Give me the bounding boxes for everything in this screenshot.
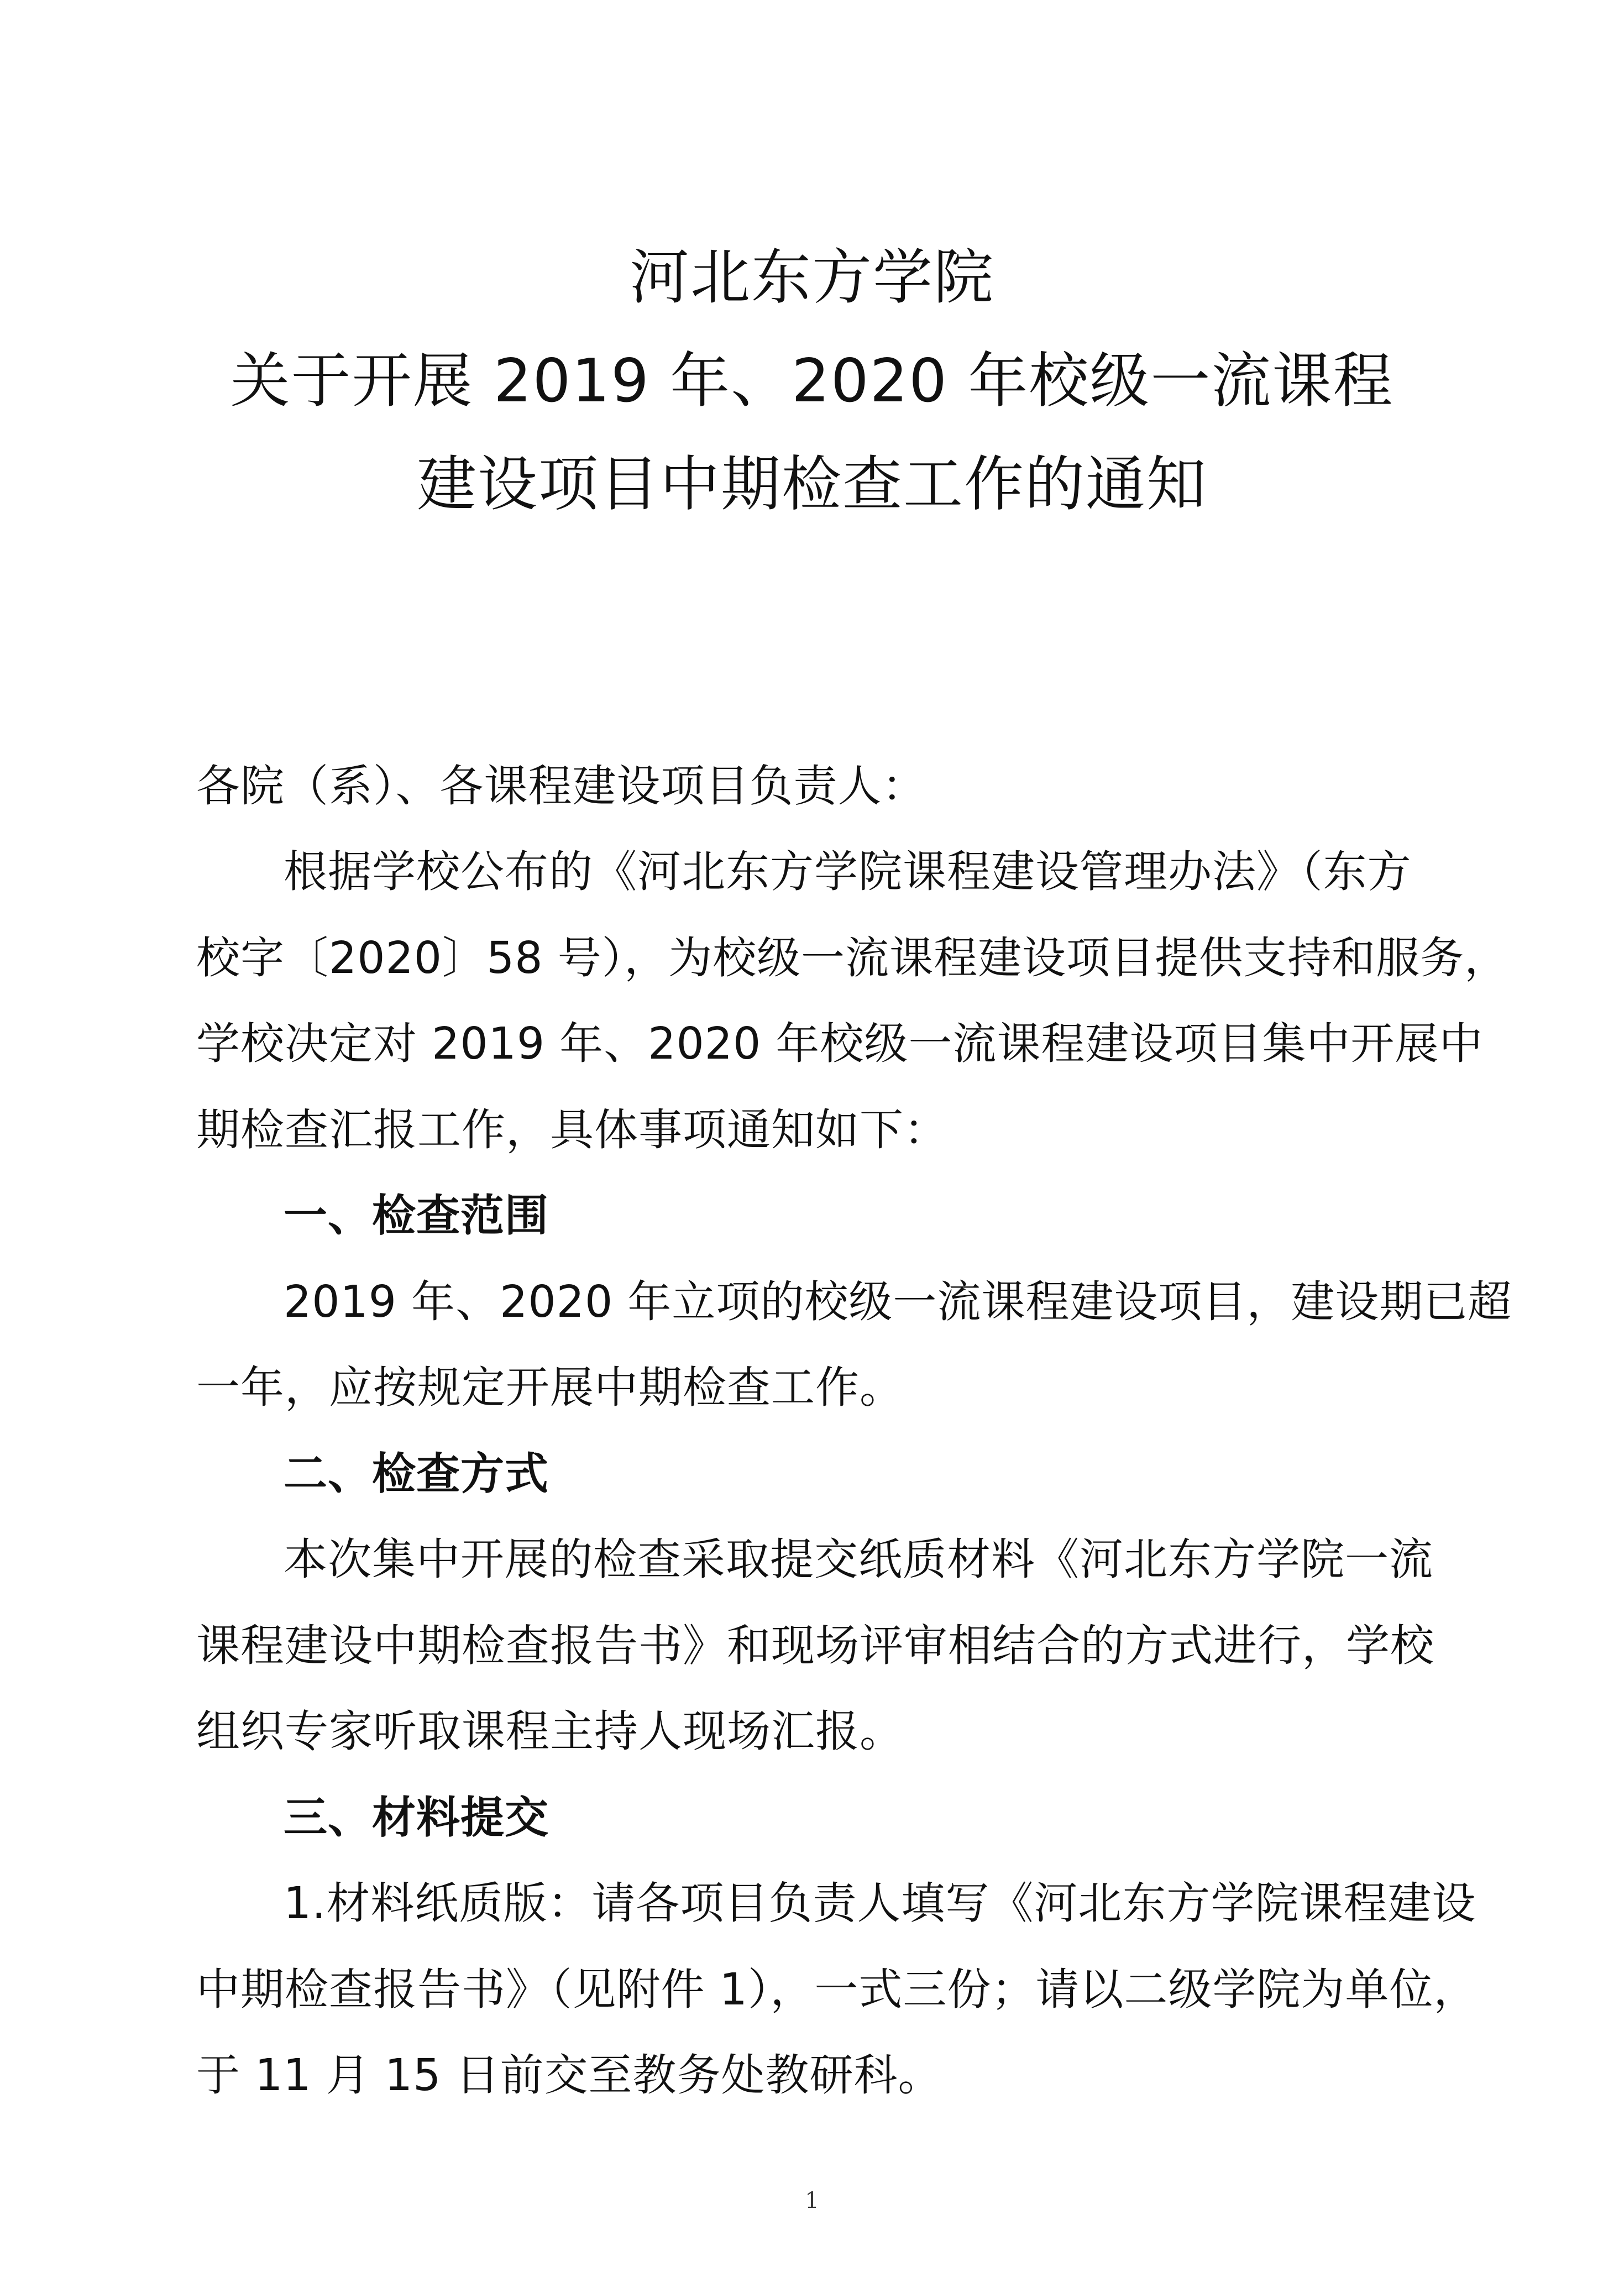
salutation: 各院（系）、各课程建设项目负责人： (196, 761, 926, 812)
section-line: 于 11 月 15 日前交至教务处教研科。 (196, 2050, 942, 2101)
page-number: 1 (805, 2188, 819, 2213)
section-line: 组织专家听取课程主持人现场汇报。 (196, 1706, 904, 1757)
section-heading-method: 二、检查方式 (284, 1448, 549, 1499)
intro-line: 校字〔2020〕58 号），为校级一流课程建设项目提供支持和服务， (196, 933, 1509, 983)
title-line-1: 河北东方学院 (629, 243, 994, 312)
intro-line: 学校决定对 2019 年、2020 年校级一流课程建设项目集中开展中 (196, 1018, 1484, 1069)
title-line-2: 关于开展 2019 年、2020 年校级一流课程 (230, 347, 1394, 416)
section-line: 1.材料纸质版：请各项目负责人填写《河北东方学院课程建设 (284, 1878, 1476, 1929)
section-line: 中期检查报告书》（见附件 1），一式三份；请以二级学院为单位， (196, 1964, 1478, 2015)
section-line: 2019 年、2020 年立项的校级一流课程建设项目，建设期已超 (284, 1276, 1512, 1327)
section-heading-submission: 三、材料提交 (284, 1792, 549, 1843)
section-line: 课程建设中期检查报告书》和现场评审相结合的方式进行，学校 (196, 1620, 1434, 1671)
intro-line: 根据学校公布的《河北东方学院课程建设管理办法》（东方 (284, 846, 1412, 897)
intro-line: 期检查汇报工作，具体事项通知如下： (196, 1104, 948, 1155)
title-line-3: 建设项目中期检查工作的通知 (416, 450, 1207, 519)
section-heading-scope: 一、检查范围 (284, 1190, 549, 1241)
section-line: 本次集中开展的检查采取提交纸质材料《河北东方学院一流 (284, 1534, 1433, 1585)
section-line: 一年，应按规定开展中期检查工作。 (196, 1362, 904, 1413)
